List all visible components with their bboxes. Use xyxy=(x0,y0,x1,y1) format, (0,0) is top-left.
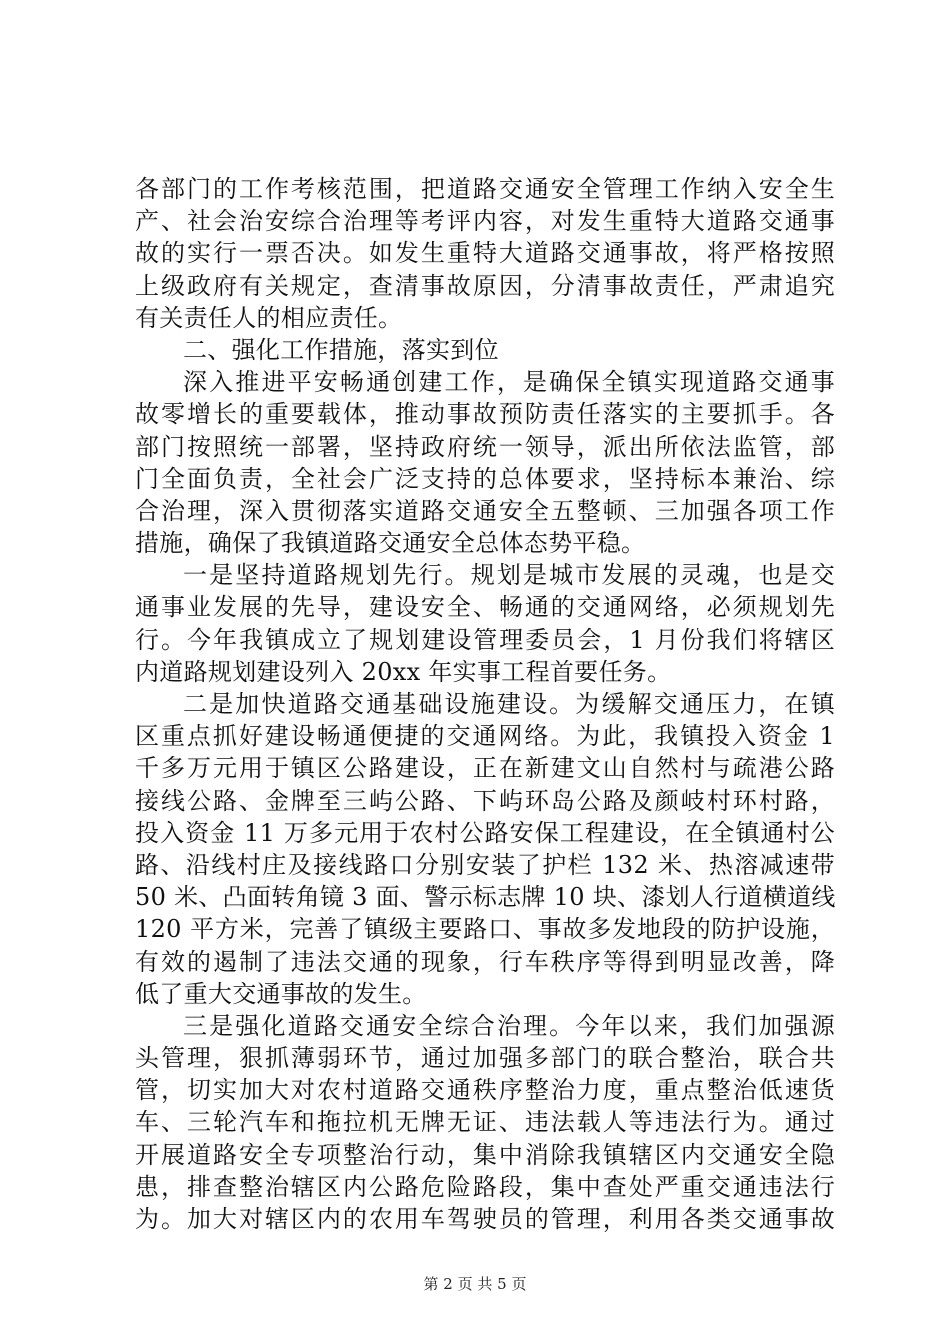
text-line: 50 米、凸面转角镜 3 面、警示标志牌 10 块、漆划人行道横道线 xyxy=(135,883,836,912)
text-line: 患，排查整治辖区内公路危险路段，集中查处严重交通违法行 xyxy=(135,1172,835,1201)
text-line: 三是强化道路交通安全综合治理。今年以来，我们加强源 xyxy=(183,1011,835,1040)
text-line: 深入推进平安畅通创建工作，是确保全镇实现道路交通事 xyxy=(183,368,835,397)
text-line: 故零增长的重要载体，推动事故预防责任落实的主要抓手。各 xyxy=(135,400,835,429)
text-line: 一是坚持道路规划先行。规划是城市发展的灵魂，也是交 xyxy=(183,561,835,590)
text-line: 措施，确保了我镇道路交通安全总体态势平稳。 xyxy=(135,529,646,558)
text-line: 千多万元用于镇区公路建设，正在新建文山自然村与疏港公路 xyxy=(135,754,835,783)
text-line: 有关责任人的相应责任。 xyxy=(135,303,403,332)
page-footer: 第 2 页 共 5 页 xyxy=(423,1275,527,1293)
text-line: 二是加快道路交通基础设施建设。为缓解交通压力，在镇 xyxy=(183,690,835,718)
text-line: 内道路规划建设列入 20xx 年实事工程首要任务。 xyxy=(135,657,672,686)
text-line: 合治理，深入贯彻落实道路交通安全五整顿、三加强各项工作 xyxy=(135,496,835,525)
text-line: 故的实行一票否决。如发生重特大道路交通事故，将严格按照 xyxy=(135,239,835,268)
text-line: 投入资金 11 万多元用于农村公路安保工程建设，在全镇通村公 xyxy=(135,818,835,847)
text-line: 有效的遏制了违法交通的现象，行车秩序等得到明显改善，降 xyxy=(135,947,835,976)
text-line: 开展道路安全专项整治行动，集中消除我镇辖区内交通安全隐 xyxy=(135,1140,835,1169)
text-line: 路、沿线村庄及接线路口分别安装了护栏 132 米、热溶减速带 xyxy=(135,850,835,879)
text-line: 部门按照统一部署，坚持政府统一领导，派出所依法监管，部 xyxy=(135,432,835,461)
section-heading: 二、强化工作措施，落实到位 xyxy=(183,335,499,364)
text-line: 行。今年我镇成立了规划建设管理委员会，1 月份我们将辖区 xyxy=(135,625,835,654)
text-line: 上级政府有关规定，查清事故原因，分清事故责任，严肃追究 xyxy=(135,271,835,300)
text-line: 低了重大交通事故的发生。 xyxy=(135,979,427,1008)
text-line: 门全面负责，全社会广泛支持的总体要求，坚持标本兼治、综 xyxy=(135,464,835,493)
text-line: 管，切实加大对农村道路交通秩序整治力度，重点整治低速货 xyxy=(135,1076,835,1105)
text-line: 120 平方米，完善了镇级主要路口、事故多发地段的防护设施， xyxy=(135,915,835,944)
text-line: 车、三轮汽车和拖拉机无牌无证、违法载人等违法行为。通过 xyxy=(135,1108,835,1137)
text-line: 接线公路、金牌至三屿公路、下屿环岛公路及颜岐村环村路， xyxy=(135,786,835,815)
text-line: 各部门的工作考核范围，把道路交通安全管理工作纳入安全生 xyxy=(135,175,835,203)
text-line: 头管理，狠抓薄弱环节，通过加强多部门的联合整治，联合共 xyxy=(135,1044,835,1073)
text-line: 通事业发展的先导，建设安全、畅通的交通网络，必须规划先 xyxy=(135,593,835,622)
text-line: 为。加大对辖区内的农用车驾驶员的管理，利用各类交通事故 xyxy=(135,1205,835,1233)
text-line: 区重点抓好建设畅通便捷的交通网络。为此，我镇投入资金 1 xyxy=(135,722,835,751)
text-line: 产、社会治安综合治理等考评内容，对发生重特大道路交通事 xyxy=(135,207,835,236)
document-body xyxy=(135,173,835,1235)
